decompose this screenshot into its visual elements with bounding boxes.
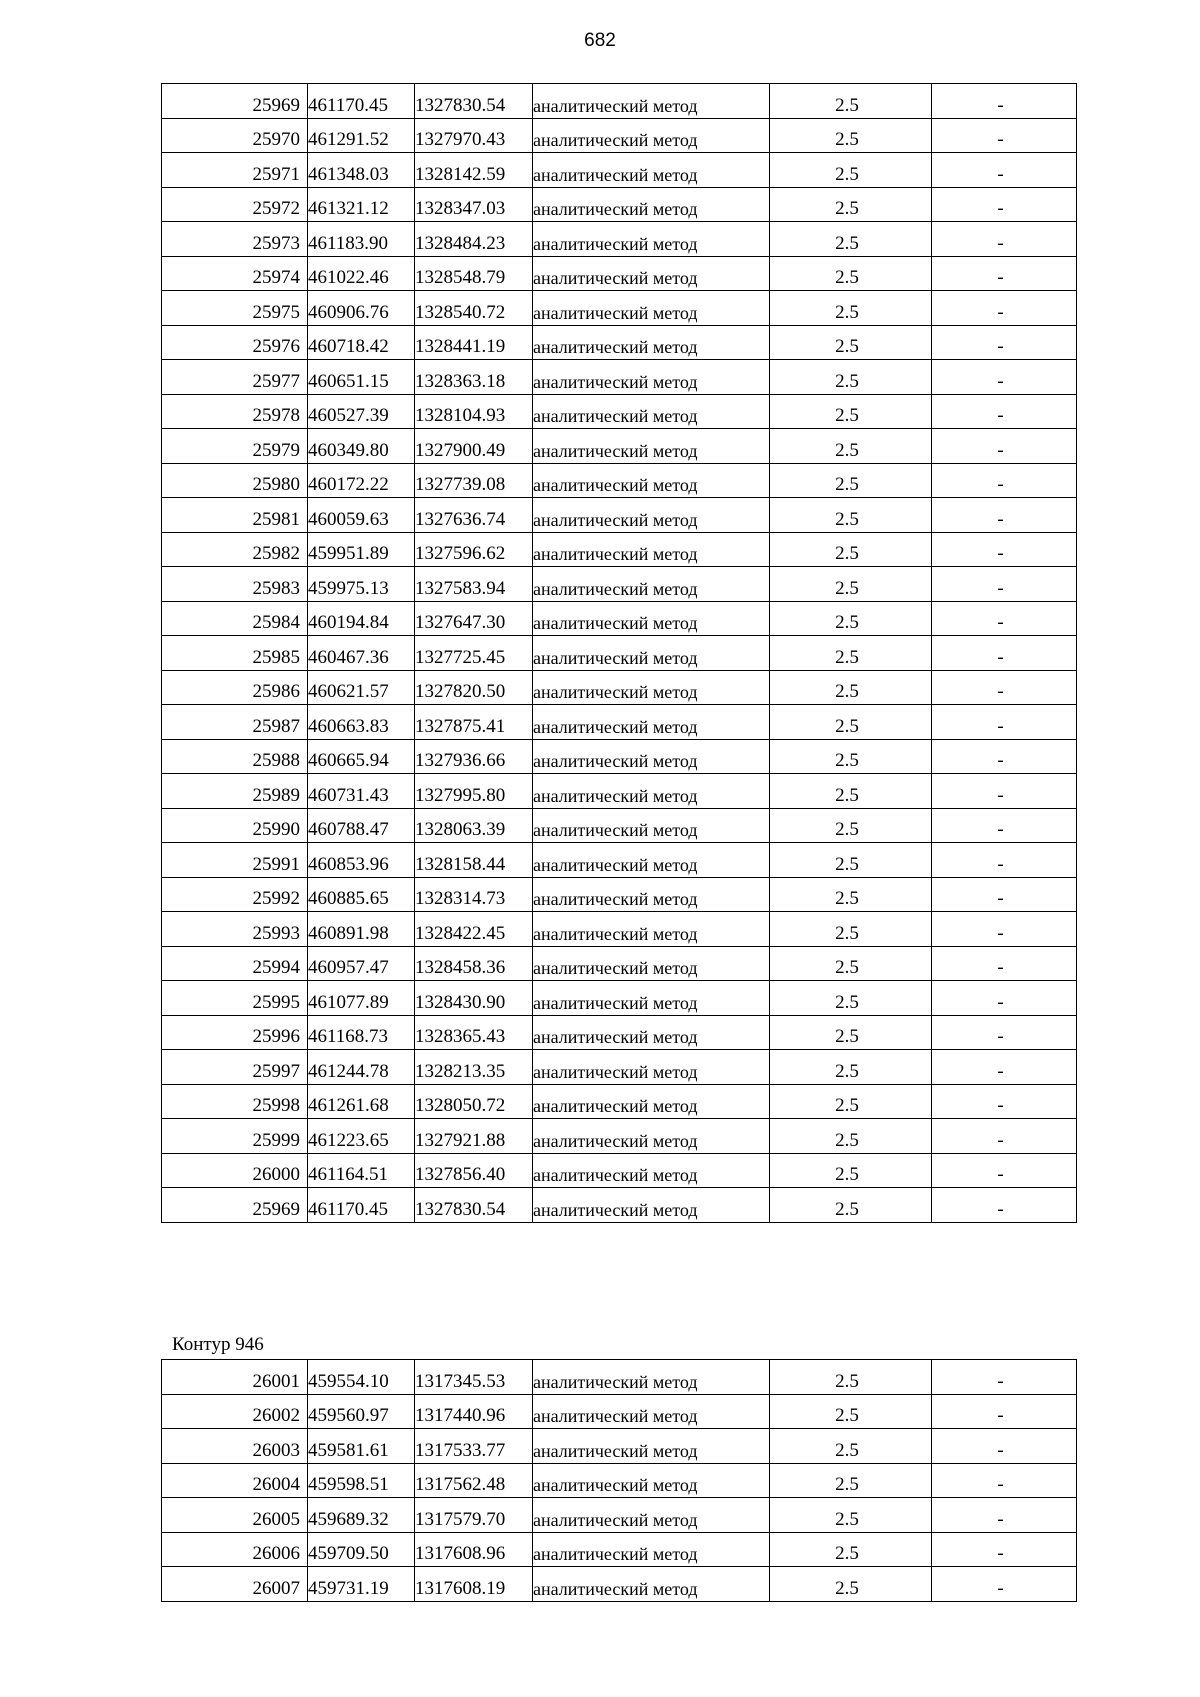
y-coordinate-cell: 1327636.74	[415, 498, 533, 533]
accuracy-cell: 2.5	[770, 498, 932, 533]
table-row	[162, 670, 1077, 705]
method-cell: аналитический метод	[533, 256, 770, 291]
y-coordinate-cell: 1317440.96	[415, 1394, 533, 1429]
method-cell: аналитический метод	[533, 912, 770, 947]
table-row	[162, 1429, 1077, 1464]
note-cell: -	[932, 1532, 1077, 1567]
note-cell: -	[932, 1567, 1077, 1602]
point-number-cell: 25971	[162, 153, 308, 188]
note-cell: -	[932, 877, 1077, 912]
table-row	[162, 1119, 1077, 1154]
y-coordinate-cell: 1327875.41	[415, 705, 533, 740]
table-row	[162, 429, 1077, 464]
y-coordinate-cell: 1317579.70	[415, 1498, 533, 1533]
x-coordinate-cell: 461223.65	[308, 1119, 415, 1154]
accuracy-cell: 2.5	[770, 256, 932, 291]
method-cell: аналитический метод	[533, 429, 770, 464]
accuracy-cell: 2.5	[770, 739, 932, 774]
point-number-cell: 25970	[162, 118, 308, 153]
accuracy-cell: 2.5	[770, 463, 932, 498]
accuracy-cell: 2.5	[770, 843, 932, 878]
note-cell: -	[932, 843, 1077, 878]
y-coordinate-cell: 1317608.96	[415, 1532, 533, 1567]
note-cell: -	[932, 1084, 1077, 1119]
accuracy-cell: 2.5	[770, 981, 932, 1016]
table-row	[162, 394, 1077, 429]
accuracy-cell: 2.5	[770, 532, 932, 567]
y-coordinate-cell: 1328484.23	[415, 222, 533, 257]
note-cell: -	[932, 1050, 1077, 1085]
point-number-cell: 25987	[162, 705, 308, 740]
method-cell: аналитический метод	[533, 946, 770, 981]
y-coordinate-cell: 1328063.39	[415, 808, 533, 843]
note-cell: -	[932, 705, 1077, 740]
table-row	[162, 153, 1077, 188]
method-cell: аналитический метод	[533, 1498, 770, 1533]
method-cell: аналитический метод	[533, 291, 770, 326]
note-cell: -	[932, 636, 1077, 671]
note-cell: -	[932, 532, 1077, 567]
accuracy-cell: 2.5	[770, 187, 932, 222]
y-coordinate-cell: 1327995.80	[415, 774, 533, 809]
accuracy-cell: 2.5	[770, 1532, 932, 1567]
table-row	[162, 946, 1077, 981]
accuracy-cell: 2.5	[770, 1360, 932, 1395]
page-number: 682	[584, 30, 616, 51]
y-coordinate-cell: 1327830.54	[415, 1188, 533, 1223]
method-cell: аналитический метод	[533, 360, 770, 395]
point-number-cell: 25982	[162, 532, 308, 567]
point-number-cell: 25984	[162, 601, 308, 636]
note-cell: -	[932, 946, 1077, 981]
x-coordinate-cell: 461183.90	[308, 222, 415, 257]
point-number-cell: 25980	[162, 463, 308, 498]
x-coordinate-cell: 461170.45	[308, 1188, 415, 1223]
y-coordinate-cell: 1327647.30	[415, 601, 533, 636]
y-coordinate-cell: 1328158.44	[415, 843, 533, 878]
note-cell: -	[932, 774, 1077, 809]
method-cell: аналитический метод	[533, 463, 770, 498]
note-cell: -	[932, 118, 1077, 153]
table-row	[162, 774, 1077, 809]
point-number-cell: 25978	[162, 394, 308, 429]
table-row	[162, 808, 1077, 843]
table-row	[162, 705, 1077, 740]
method-cell: аналитический метод	[533, 222, 770, 257]
method-cell: аналитический метод	[533, 498, 770, 533]
y-coordinate-cell: 1327900.49	[415, 429, 533, 464]
x-coordinate-cell: 460665.94	[308, 739, 415, 774]
y-coordinate-cell: 1327596.62	[415, 532, 533, 567]
method-cell: аналитический метод	[533, 567, 770, 602]
x-coordinate-cell: 459560.97	[308, 1394, 415, 1429]
x-coordinate-cell: 460853.96	[308, 843, 415, 878]
table-row	[162, 739, 1077, 774]
table-row	[162, 636, 1077, 671]
point-number-cell: 25969	[162, 1188, 308, 1223]
y-coordinate-cell: 1328548.79	[415, 256, 533, 291]
table-row	[162, 1188, 1077, 1223]
method-cell: аналитический метод	[533, 1429, 770, 1464]
point-number-cell: 25996	[162, 1015, 308, 1050]
point-number-cell: 25983	[162, 567, 308, 602]
contour-label: Контур 946	[172, 1334, 264, 1355]
point-number-cell: 26006	[162, 1532, 308, 1567]
accuracy-cell: 2.5	[770, 670, 932, 705]
table-row	[162, 912, 1077, 947]
table-row	[162, 1498, 1077, 1533]
point-number-cell: 25990	[162, 808, 308, 843]
accuracy-cell: 2.5	[770, 360, 932, 395]
note-cell: -	[932, 256, 1077, 291]
table-row	[162, 1050, 1077, 1085]
x-coordinate-cell: 459581.61	[308, 1429, 415, 1464]
method-cell: аналитический метод	[533, 394, 770, 429]
point-number-cell: 25992	[162, 877, 308, 912]
method-cell: аналитический метод	[533, 843, 770, 878]
y-coordinate-cell: 1317345.53	[415, 1360, 533, 1395]
method-cell: аналитический метод	[533, 1084, 770, 1119]
point-number-cell: 26001	[162, 1360, 308, 1395]
point-number-cell: 25972	[162, 187, 308, 222]
x-coordinate-cell: 460718.42	[308, 325, 415, 360]
method-cell: аналитический метод	[533, 601, 770, 636]
table-row	[162, 1360, 1077, 1395]
point-number-cell: 25986	[162, 670, 308, 705]
table-row	[162, 1532, 1077, 1567]
y-coordinate-cell: 1328104.93	[415, 394, 533, 429]
x-coordinate-cell: 460651.15	[308, 360, 415, 395]
accuracy-cell: 2.5	[770, 1119, 932, 1154]
y-coordinate-cell: 1327936.66	[415, 739, 533, 774]
note-cell: -	[932, 394, 1077, 429]
table-row	[162, 1567, 1077, 1602]
note-cell: -	[932, 601, 1077, 636]
y-coordinate-cell: 1328422.45	[415, 912, 533, 947]
point-number-cell: 26007	[162, 1567, 308, 1602]
note-cell: -	[932, 1498, 1077, 1533]
y-coordinate-cell: 1327820.50	[415, 670, 533, 705]
accuracy-cell: 2.5	[770, 1015, 932, 1050]
y-coordinate-cell: 1328363.18	[415, 360, 533, 395]
y-coordinate-cell: 1328314.73	[415, 877, 533, 912]
method-cell: аналитический метод	[533, 1532, 770, 1567]
x-coordinate-cell: 459731.19	[308, 1567, 415, 1602]
accuracy-cell: 2.5	[770, 774, 932, 809]
x-coordinate-cell: 461022.46	[308, 256, 415, 291]
y-coordinate-cell: 1328347.03	[415, 187, 533, 222]
x-coordinate-cell: 459951.89	[308, 532, 415, 567]
x-coordinate-cell: 460788.47	[308, 808, 415, 843]
method-cell: аналитический метод	[533, 877, 770, 912]
accuracy-cell: 2.5	[770, 1463, 932, 1498]
table-row	[162, 877, 1077, 912]
point-number-cell: 25994	[162, 946, 308, 981]
y-coordinate-cell: 1327970.43	[415, 118, 533, 153]
accuracy-cell: 2.5	[770, 912, 932, 947]
table-row	[162, 256, 1077, 291]
table-row	[162, 567, 1077, 602]
method-cell: аналитический метод	[533, 187, 770, 222]
note-cell: -	[932, 1015, 1077, 1050]
note-cell: -	[932, 291, 1077, 326]
table-row	[162, 1394, 1077, 1429]
y-coordinate-cell: 1327830.54	[415, 84, 533, 119]
accuracy-cell: 2.5	[770, 222, 932, 257]
accuracy-cell: 2.5	[770, 1567, 932, 1602]
coordinates-table-1-body	[162, 84, 1077, 1223]
point-number-cell: 26002	[162, 1394, 308, 1429]
y-coordinate-cell: 1317608.19	[415, 1567, 533, 1602]
note-cell: -	[932, 222, 1077, 257]
method-cell: аналитический метод	[533, 1567, 770, 1602]
note-cell: -	[932, 325, 1077, 360]
method-cell: аналитический метод	[533, 670, 770, 705]
accuracy-cell: 2.5	[770, 1084, 932, 1119]
point-number-cell: 25993	[162, 912, 308, 947]
accuracy-cell: 2.5	[770, 946, 932, 981]
y-coordinate-cell: 1328213.35	[415, 1050, 533, 1085]
x-coordinate-cell: 459554.10	[308, 1360, 415, 1395]
method-cell: аналитический метод	[533, 1119, 770, 1154]
x-coordinate-cell: 460731.43	[308, 774, 415, 809]
x-coordinate-cell: 460891.98	[308, 912, 415, 947]
x-coordinate-cell: 460349.80	[308, 429, 415, 464]
accuracy-cell: 2.5	[770, 601, 932, 636]
accuracy-cell: 2.5	[770, 429, 932, 464]
note-cell: -	[932, 739, 1077, 774]
table-row	[162, 1015, 1077, 1050]
table-row	[162, 601, 1077, 636]
table-row	[162, 291, 1077, 326]
accuracy-cell: 2.5	[770, 567, 932, 602]
accuracy-cell: 2.5	[770, 84, 932, 119]
note-cell: -	[932, 981, 1077, 1016]
x-coordinate-cell: 459598.51	[308, 1463, 415, 1498]
x-coordinate-cell: 461164.51	[308, 1153, 415, 1188]
note-cell: -	[932, 1188, 1077, 1223]
accuracy-cell: 2.5	[770, 705, 932, 740]
note-cell: -	[932, 670, 1077, 705]
x-coordinate-cell: 461291.52	[308, 118, 415, 153]
x-coordinate-cell: 459975.13	[308, 567, 415, 602]
accuracy-cell: 2.5	[770, 118, 932, 153]
note-cell: -	[932, 1429, 1077, 1464]
method-cell: аналитический метод	[533, 1188, 770, 1223]
point-number-cell: 25974	[162, 256, 308, 291]
accuracy-cell: 2.5	[770, 394, 932, 429]
method-cell: аналитический метод	[533, 981, 770, 1016]
y-coordinate-cell: 1328441.19	[415, 325, 533, 360]
point-number-cell: 26000	[162, 1153, 308, 1188]
accuracy-cell: 2.5	[770, 325, 932, 360]
table-row	[162, 532, 1077, 567]
point-number-cell: 25975	[162, 291, 308, 326]
point-number-cell: 25999	[162, 1119, 308, 1154]
method-cell: аналитический метод	[533, 1050, 770, 1085]
note-cell: -	[932, 463, 1077, 498]
x-coordinate-cell: 461077.89	[308, 981, 415, 1016]
table-row	[162, 222, 1077, 257]
x-coordinate-cell: 460663.83	[308, 705, 415, 740]
table-row	[162, 843, 1077, 878]
y-coordinate-cell: 1327725.45	[415, 636, 533, 671]
note-cell: -	[932, 429, 1077, 464]
x-coordinate-cell: 460957.47	[308, 946, 415, 981]
accuracy-cell: 2.5	[770, 1429, 932, 1464]
accuracy-cell: 2.5	[770, 808, 932, 843]
point-number-cell: 25985	[162, 636, 308, 671]
y-coordinate-cell: 1327856.40	[415, 1153, 533, 1188]
accuracy-cell: 2.5	[770, 1050, 932, 1085]
note-cell: -	[932, 498, 1077, 533]
x-coordinate-cell: 461244.78	[308, 1050, 415, 1085]
note-cell: -	[932, 1394, 1077, 1429]
method-cell: аналитический метод	[533, 808, 770, 843]
point-number-cell: 25995	[162, 981, 308, 1016]
note-cell: -	[932, 1463, 1077, 1498]
table-row	[162, 118, 1077, 153]
table-row	[162, 498, 1077, 533]
table-row	[162, 1463, 1077, 1498]
note-cell: -	[932, 912, 1077, 947]
table-row	[162, 84, 1077, 119]
x-coordinate-cell: 460885.65	[308, 877, 415, 912]
y-coordinate-cell: 1328540.72	[415, 291, 533, 326]
table-row	[162, 981, 1077, 1016]
table-row	[162, 1153, 1077, 1188]
note-cell: -	[932, 1119, 1077, 1154]
point-number-cell: 25979	[162, 429, 308, 464]
note-cell: -	[932, 1360, 1077, 1395]
y-coordinate-cell: 1327583.94	[415, 567, 533, 602]
accuracy-cell: 2.5	[770, 1153, 932, 1188]
x-coordinate-cell: 461348.03	[308, 153, 415, 188]
x-coordinate-cell: 461168.73	[308, 1015, 415, 1050]
point-number-cell: 25998	[162, 1084, 308, 1119]
point-number-cell: 26003	[162, 1429, 308, 1464]
x-coordinate-cell: 459709.50	[308, 1532, 415, 1567]
table-row	[162, 1084, 1077, 1119]
method-cell: аналитический метод	[533, 636, 770, 671]
accuracy-cell: 2.5	[770, 877, 932, 912]
note-cell: -	[932, 153, 1077, 188]
x-coordinate-cell: 461170.45	[308, 84, 415, 119]
y-coordinate-cell: 1327921.88	[415, 1119, 533, 1154]
y-coordinate-cell: 1328365.43	[415, 1015, 533, 1050]
y-coordinate-cell: 1328430.90	[415, 981, 533, 1016]
note-cell: -	[932, 567, 1077, 602]
y-coordinate-cell: 1317533.77	[415, 1429, 533, 1464]
point-number-cell: 25977	[162, 360, 308, 395]
y-coordinate-cell: 1328458.36	[415, 946, 533, 981]
point-number-cell: 25997	[162, 1050, 308, 1085]
note-cell: -	[932, 808, 1077, 843]
accuracy-cell: 2.5	[770, 1188, 932, 1223]
note-cell: -	[932, 84, 1077, 119]
method-cell: аналитический метод	[533, 1153, 770, 1188]
point-number-cell: 26005	[162, 1498, 308, 1533]
x-coordinate-cell: 459689.32	[308, 1498, 415, 1533]
method-cell: аналитический метод	[533, 1360, 770, 1395]
y-coordinate-cell: 1328050.72	[415, 1084, 533, 1119]
accuracy-cell: 2.5	[770, 1498, 932, 1533]
table-row	[162, 360, 1077, 395]
point-number-cell: 25976	[162, 325, 308, 360]
point-number-cell: 25988	[162, 739, 308, 774]
accuracy-cell: 2.5	[770, 1394, 932, 1429]
x-coordinate-cell: 461261.68	[308, 1084, 415, 1119]
x-coordinate-cell: 460621.57	[308, 670, 415, 705]
method-cell: аналитический метод	[533, 739, 770, 774]
table-row	[162, 187, 1077, 222]
coordinates-table-2	[161, 1359, 1077, 1602]
method-cell: аналитический метод	[533, 774, 770, 809]
accuracy-cell: 2.5	[770, 291, 932, 326]
x-coordinate-cell: 460906.76	[308, 291, 415, 326]
x-coordinate-cell: 461321.12	[308, 187, 415, 222]
point-number-cell: 25981	[162, 498, 308, 533]
x-coordinate-cell: 460059.63	[308, 498, 415, 533]
x-coordinate-cell: 460194.84	[308, 601, 415, 636]
x-coordinate-cell: 460172.22	[308, 463, 415, 498]
method-cell: аналитический метод	[533, 1394, 770, 1429]
method-cell: аналитический метод	[533, 532, 770, 567]
point-number-cell: 25989	[162, 774, 308, 809]
note-cell: -	[932, 187, 1077, 222]
y-coordinate-cell: 1328142.59	[415, 153, 533, 188]
coordinates-table-2-body	[162, 1360, 1077, 1602]
method-cell: аналитический метод	[533, 84, 770, 119]
x-coordinate-cell: 460467.36	[308, 636, 415, 671]
note-cell: -	[932, 360, 1077, 395]
method-cell: аналитический метод	[533, 1463, 770, 1498]
table-row	[162, 325, 1077, 360]
point-number-cell: 25973	[162, 222, 308, 257]
method-cell: аналитический метод	[533, 325, 770, 360]
point-number-cell: 26004	[162, 1463, 308, 1498]
accuracy-cell: 2.5	[770, 153, 932, 188]
method-cell: аналитический метод	[533, 118, 770, 153]
accuracy-cell: 2.5	[770, 636, 932, 671]
method-cell: аналитический метод	[533, 1015, 770, 1050]
method-cell: аналитический метод	[533, 705, 770, 740]
y-coordinate-cell: 1317562.48	[415, 1463, 533, 1498]
y-coordinate-cell: 1327739.08	[415, 463, 533, 498]
point-number-cell: 25969	[162, 84, 308, 119]
table-row	[162, 463, 1077, 498]
coordinates-table-1	[161, 83, 1077, 1223]
note-cell: -	[932, 1153, 1077, 1188]
x-coordinate-cell: 460527.39	[308, 394, 415, 429]
method-cell: аналитический метод	[533, 153, 770, 188]
point-number-cell: 25991	[162, 843, 308, 878]
